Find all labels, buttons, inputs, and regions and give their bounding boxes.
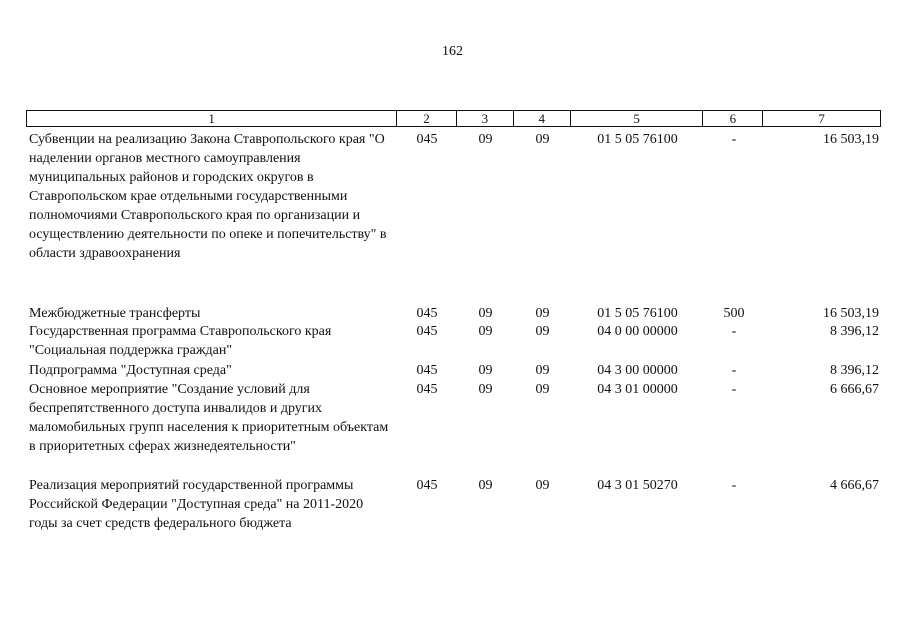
row-subsection: 09: [535, 324, 550, 339]
row-subsection: 09: [535, 363, 550, 378]
column-header-5: 5: [571, 111, 704, 126]
row-type: 500: [723, 306, 745, 321]
table-row: [26, 361, 881, 380]
table-row: [26, 322, 881, 360]
row-sum: 16 503,19: [823, 306, 879, 321]
page-number: 162: [442, 44, 463, 59]
column-header-3: 3: [457, 111, 514, 126]
row-subsection: 09: [535, 478, 550, 493]
row-name: Межбюджетные трансферты: [29, 306, 201, 321]
row-type: -: [731, 363, 737, 378]
row-target: 04 3 00 00000: [597, 363, 678, 378]
row-subsection: 09: [535, 382, 550, 397]
row-section: 09: [478, 132, 493, 147]
table-row: [26, 304, 881, 323]
row-section: 09: [478, 478, 493, 493]
row-code: 045: [416, 478, 438, 493]
row-subsection: 09: [535, 306, 550, 321]
row-sum: 4 666,67: [830, 478, 879, 493]
row-sum: 6 666,67: [830, 382, 879, 397]
row-section: 09: [478, 324, 493, 339]
row-code: 045: [416, 382, 438, 397]
row-type: -: [731, 478, 737, 493]
table-row: [26, 380, 881, 456]
row-section: 09: [478, 306, 493, 321]
table-row: [26, 130, 881, 263]
column-header-6: 6: [703, 111, 763, 126]
row-name: Государственная программа Ставропольского края "Социальная поддержка граждан": [29, 324, 332, 358]
row-code: 045: [416, 324, 438, 339]
row-sum: 16 503,19: [823, 132, 879, 147]
row-type: -: [731, 324, 737, 339]
row-type: -: [731, 382, 737, 397]
row-sum: 8 396,12: [830, 324, 879, 339]
table-row: [26, 476, 881, 533]
row-code: 045: [416, 132, 438, 147]
row-name: Подпрограмма "Доступная среда": [29, 363, 232, 378]
row-name: Основное мероприятие "Создание условий для беспрепятственного доступа инвалидов и других маломобильных групп населения к приоритетным объектам в приоритетных сферах жизнедеятельности": [29, 382, 389, 454]
row-sum: 8 396,12: [830, 363, 879, 378]
row-section: 09: [478, 382, 493, 397]
column-header-2: 2: [397, 111, 457, 126]
column-header-1: 1: [27, 111, 397, 126]
row-target: 04 3 01 50270: [597, 478, 678, 493]
row-type: -: [731, 132, 737, 147]
row-target: 01 5 05 76100: [597, 132, 678, 147]
column-header-7: 7: [818, 111, 825, 126]
row-target: 04 0 00 00000: [597, 324, 678, 339]
row-code: 045: [416, 306, 438, 321]
table-header: [26, 110, 881, 127]
row-name: Реализация мероприятий государственной программы Российской Федерации "Доступная среда" на 2011-2020 годы за счет средств федерального бюджета: [29, 478, 364, 531]
row-target: 04 3 01 00000: [597, 382, 678, 397]
row-name: Субвенции на реализацию Закона Ставропольского края "О наделении органов местного самоуправления муниципальных районов и городских округов в Ставропольском крае отдельными государственными полномочиями Ставропольского края по организации и осуществлению деятельности по опеке и попечительству" в области здравоохранения: [29, 132, 387, 261]
row-code: 045: [416, 363, 438, 378]
row-target: 01 5 05 76100: [597, 306, 678, 321]
row-subsection: 09: [535, 132, 550, 147]
row-section: 09: [478, 363, 493, 378]
column-header-4: 4: [514, 111, 571, 126]
